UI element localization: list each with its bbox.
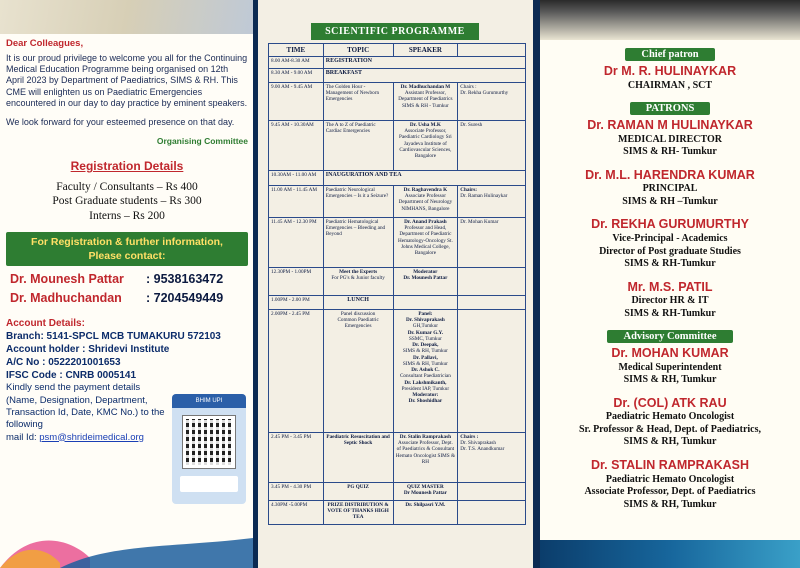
topic-sub: Common Paediatric Emergencies [337, 317, 379, 330]
speaker-desc: Associate Professor Department of Neurology NIMHANS, Bangalore [398, 193, 453, 212]
row-time: 11.45 AM - 12.30 PM [269, 218, 324, 268]
row-time: 3.45 PM - 4.30 PM [269, 483, 324, 501]
patron-name: Mr. M.S. PATIL [627, 279, 713, 294]
patron-detail: SIMS & RH- Tumkur [623, 146, 717, 158]
row-topic: Paediatric Hematological Emergencies – Bleeding and Beyond [323, 218, 393, 268]
row-event: INAUGURATION AND TEA [323, 171, 525, 186]
panelist-desc: SSMC, Tumkur [408, 335, 442, 342]
bank-logo-icon [180, 476, 238, 492]
panelist-name: Dr. Shoshidhar [408, 398, 443, 405]
panelist-desc: GH,Tumkur [412, 323, 439, 330]
chief-patron-label: Chief patron [625, 48, 714, 61]
table-row [269, 268, 526, 296]
patron-detail: PRINCIPAL [642, 183, 698, 195]
advisor-detail: Paediatric Hemato Oncologist [605, 473, 735, 485]
chair-label: Chairs : [460, 434, 479, 440]
top-banner [0, 0, 253, 34]
table-row [269, 483, 526, 501]
header-topic: TOPIC [323, 44, 393, 57]
row-chair [458, 296, 526, 310]
contact-banner [6, 232, 248, 266]
advisor-detail: Paediatric Hemato Oncologist [605, 411, 735, 423]
contact-name: Dr. Mounesh Pattar [10, 272, 124, 287]
speaker-name: Dr. Anand Prakash [404, 219, 447, 225]
row-time: 9.45 AM - 10.30AM [269, 121, 324, 171]
forward-text: We look forward for your esteemed presence on that day. [6, 117, 235, 128]
row-chair [458, 310, 526, 433]
chair-name: Dr. T.S. Anandkumar [460, 446, 505, 453]
advisor-name: Dr. MOHAN KUMAR [611, 346, 729, 361]
row-chair [458, 268, 526, 296]
chief-patron-name: Dr M. R. HULINAYKAR [603, 64, 737, 78]
speaker-name: Dr Mounesh Pattar [403, 490, 447, 497]
upi-header-icon: BHIM UPI [172, 394, 246, 408]
row-time: 2.45 PM - 3.45 PM [269, 433, 324, 483]
ifsc-code: IFSC Code : CNRB 0005141 [6, 370, 137, 382]
panelist-name: Moderator: [412, 392, 439, 399]
speaker-name: Dr. Raghavendra K [403, 187, 448, 193]
advisor-detail: SIMS & RH, Tumkur [623, 374, 717, 386]
row-chair [458, 483, 526, 501]
patron-detail: SIMS & RH –Tumkur [622, 195, 718, 207]
account-number: A/C No : 0522201001653 [6, 357, 121, 369]
topic-sub: For PG's & Junior faculty [331, 275, 385, 282]
contact-line-2: Please contact: [88, 250, 166, 263]
row-topic: Paediatric Neurological Emergencies – Is it a Seizure? [323, 186, 393, 218]
greeting: Dear Colleagues, [6, 38, 84, 49]
advisor-detail: Sr. Professor & Head, Dept. of Paediatrics, [578, 423, 761, 435]
chair-label: Chairs : [460, 84, 477, 90]
top-banner [540, 0, 800, 40]
patrons-panel [540, 0, 800, 568]
row-topic: The Golden Hour - Management of Newborn Emergencies [323, 83, 393, 121]
advisor-name: Dr. (COL) ATK RAU [613, 395, 727, 410]
header-time: TIME [269, 44, 324, 57]
patrons-label: PATRONS [630, 102, 711, 115]
row-time: 2.00PM - 2.45 PM [269, 310, 324, 433]
panelist-name: Dr. Ashok C. [411, 367, 440, 374]
topic-title: Panel discussion [340, 311, 376, 317]
patron-detail: SIMS & RH-Tumkur [624, 258, 716, 269]
advisory-label: Advisory Committee [607, 330, 732, 343]
row-chair [458, 501, 526, 525]
row-speaker [393, 268, 458, 296]
header-speaker: SPEAKER [393, 44, 458, 57]
row-chair [458, 433, 526, 483]
table-row [269, 218, 526, 268]
account-title: Account Details: [6, 317, 85, 329]
row-time: 11.00 AM - 11.45 AM [269, 186, 324, 218]
speaker-name: Dr. Mounesh Pattar [403, 275, 448, 282]
row-speaker: Dr. Shilpasri Y.M. [393, 501, 458, 525]
mail-link[interactable]: psm@shrideimedical.org [39, 431, 144, 443]
row-speaker [393, 83, 458, 121]
row-topic: PRIZE DISTRIBUTION & VOTE OF THANKS HIGH TEA [323, 501, 393, 525]
contact-name: Dr. Madhuchandan [10, 291, 122, 306]
table-row [269, 186, 526, 218]
advisor-name: Dr. STALIN RAMPRAKASH [590, 457, 750, 472]
contact-row [10, 291, 248, 307]
panelist-name: Dr. Lakshmikanth, [404, 379, 447, 386]
row-chair: Dr. Mohan Kumar [458, 218, 526, 268]
advisor-detail: Medical Superintendent [618, 361, 722, 373]
row-speaker [393, 483, 458, 501]
row-speaker [393, 218, 458, 268]
table-row [269, 121, 526, 171]
advisor-detail: Associate Professor, Dept. of Paediatrics [584, 486, 756, 497]
row-topic: The A to Z of Paediatric Cardiac Emergencies [323, 121, 393, 171]
contact-phone[interactable]: : 9538163472 [146, 272, 224, 287]
table-row [269, 83, 526, 121]
welcome-section [6, 38, 248, 444]
table-row [269, 310, 526, 433]
mail-label: mail Id: [6, 431, 37, 443]
panelist-name: Dr. Kumar G.Y. [407, 329, 444, 336]
speaker-desc: Assistant Professor, Department of Paediatrics SIMS & RH - Tumkur [398, 90, 453, 109]
speaker-name: Dr. Usha M.K [409, 122, 441, 128]
patron-detail: Vice-Principal - Academics [612, 233, 728, 244]
registration-title: Registration Details [70, 159, 184, 173]
speaker-desc: Professor and Head, Department of Paediatric Hematology-Oncology St. Johns Medical College, Bangalore [398, 225, 453, 257]
payment-note-text: Kindly send the payment details (Name, Designation, Department, Transaction Id, Date, KMC No.) to the following [6, 382, 165, 431]
table-header [269, 44, 526, 57]
table-row [269, 57, 526, 69]
left-panel [0, 0, 253, 568]
patron-name: Dr. RAMAN M HULINAYKAR [587, 118, 753, 133]
table-row [269, 296, 526, 310]
qr-code-icon [183, 416, 235, 468]
row-time: 4.30PM -5.00PM [269, 501, 324, 525]
organising-committee: Organising Committee [156, 136, 248, 147]
topic-title: Meet the Experts [339, 269, 378, 275]
fee-pg: Post Graduate students – Rs 300 [52, 195, 202, 208]
advisor-detail: SIMS & RH, Tumkur [623, 498, 717, 510]
row-speaker [393, 186, 458, 218]
row-time: 8.00 AM-8.30 AM [269, 57, 324, 69]
contact-phone[interactable]: : 7204549449 [146, 291, 224, 306]
account-holder: Account holder : Shridevi Institute [6, 344, 170, 356]
fee-interns: Interns – Rs 200 [89, 209, 165, 222]
chair-name: Dr. Raman Hulinaykar [460, 193, 508, 200]
chair-name: Dr. Shivaprakash [460, 440, 497, 447]
panelist-name: Dr. Deepak, [412, 342, 439, 349]
table-row [269, 171, 526, 186]
row-speaker [393, 310, 458, 433]
speaker-desc: Associate Professor, Dept. of Paediatrics & Consultant Hemato Oncologist SIMS & RH [395, 440, 455, 465]
contact-line-1: For Registration & further information, [31, 236, 223, 249]
panelist-name: Dr. Pallavi, [413, 354, 438, 361]
chair-label: Chairs: [460, 187, 477, 193]
row-event: REGISTRATION [323, 57, 525, 69]
patron-detail: Director of Post graduate Studies [599, 245, 741, 257]
chair-name: Dr. Rekha Gurumurthy [460, 90, 509, 97]
row-time: 12.30PM - 1.00PM [269, 268, 324, 296]
row-time: 8.30 AM - 9.00 AM [269, 69, 324, 83]
row-topic: PG QUIZ [323, 483, 393, 501]
patron-detail: MEDICAL DIRECTOR [618, 133, 722, 145]
panelist-desc: SIMS & RH, Tumkur [402, 360, 448, 367]
header-chair [458, 44, 526, 57]
row-chair [458, 186, 526, 218]
row-speaker [393, 121, 458, 171]
payment-note [6, 382, 166, 444]
schedule-table [268, 43, 526, 525]
contact-row [10, 272, 248, 288]
patron-detail: SIMS & RH-Tumkur [624, 307, 716, 319]
patron-name: Dr. M.L. HARENDRA KUMAR [585, 167, 755, 182]
speaker-name: Dr. Madhuchandan M [400, 84, 451, 90]
panelist-desc: SIMS & RH, Tumkur [402, 348, 448, 355]
chief-patron-role: CHAIRMAN , SCT [627, 79, 713, 91]
panelist-desc: President IAP, Tumkur [401, 385, 450, 392]
intro-paragraph: It is our proud privilege to welcome you all for the Continuing Medical Education Programme being organised on 12th April 2023 by Department of Paediatrics, SIMS & RH. This CME will enlighten us on Paediatric Emergencies encountered in our day to day practice by eminent speakers. [6, 52, 248, 108]
table-row [269, 433, 526, 483]
row-speaker [393, 433, 458, 483]
panel-label: Panel: [418, 311, 433, 317]
row-topic [323, 268, 393, 296]
row-chair: Dr. Suresh [458, 121, 526, 171]
programme-panel [258, 0, 533, 568]
row-time: 10.30AM - 11.00 AM [269, 171, 324, 186]
advisor-detail: SIMS & RH, Tumkur [623, 436, 717, 448]
speaker-desc: Associate Professor, Paediatric Cardiology Sri Jayadeva Institute of Cardiovascular Sciences, Bangalore [399, 128, 452, 160]
row-topic [323, 310, 393, 433]
patrons-section [540, 44, 800, 511]
row-event: BREAKFAST [323, 69, 525, 83]
panelist-desc: Consultant Paediatrician [399, 373, 451, 380]
panelist-name: Dr. Shivaprakash [406, 317, 445, 324]
account-branch: Branch: 5141-SPCL MCB TUMAKURU 572103 [6, 331, 221, 343]
patron-name: Dr. REKHA GURUMURTHY [591, 217, 749, 232]
fee-faculty: Faculty / Consultants – Rs 400 [56, 181, 198, 193]
upi-qr-card [172, 394, 246, 504]
row-topic: Paediatric Resuscitation and Septic Shock [323, 433, 393, 483]
programme-title: SCIENTIFIC PROGRAMME [311, 23, 479, 40]
patron-detail: Director HR & IT [631, 295, 709, 307]
row-event: LUNCH [323, 296, 393, 310]
row-speaker [393, 296, 458, 310]
table-row [269, 69, 526, 83]
row-time: 1.00PM - 2.00 PM [269, 296, 324, 310]
bottom-banner [540, 540, 800, 568]
row-chair [458, 83, 526, 121]
row-time: 9.00 AM - 9.45 AM [269, 83, 324, 121]
speaker-name: Dr. Stalin Ramprakash [399, 434, 452, 440]
feather-swirl-icon [0, 508, 253, 568]
table-row [269, 501, 526, 525]
speaker-role: QUIZ MASTER [407, 484, 444, 490]
speaker-role: Moderator [413, 269, 438, 275]
